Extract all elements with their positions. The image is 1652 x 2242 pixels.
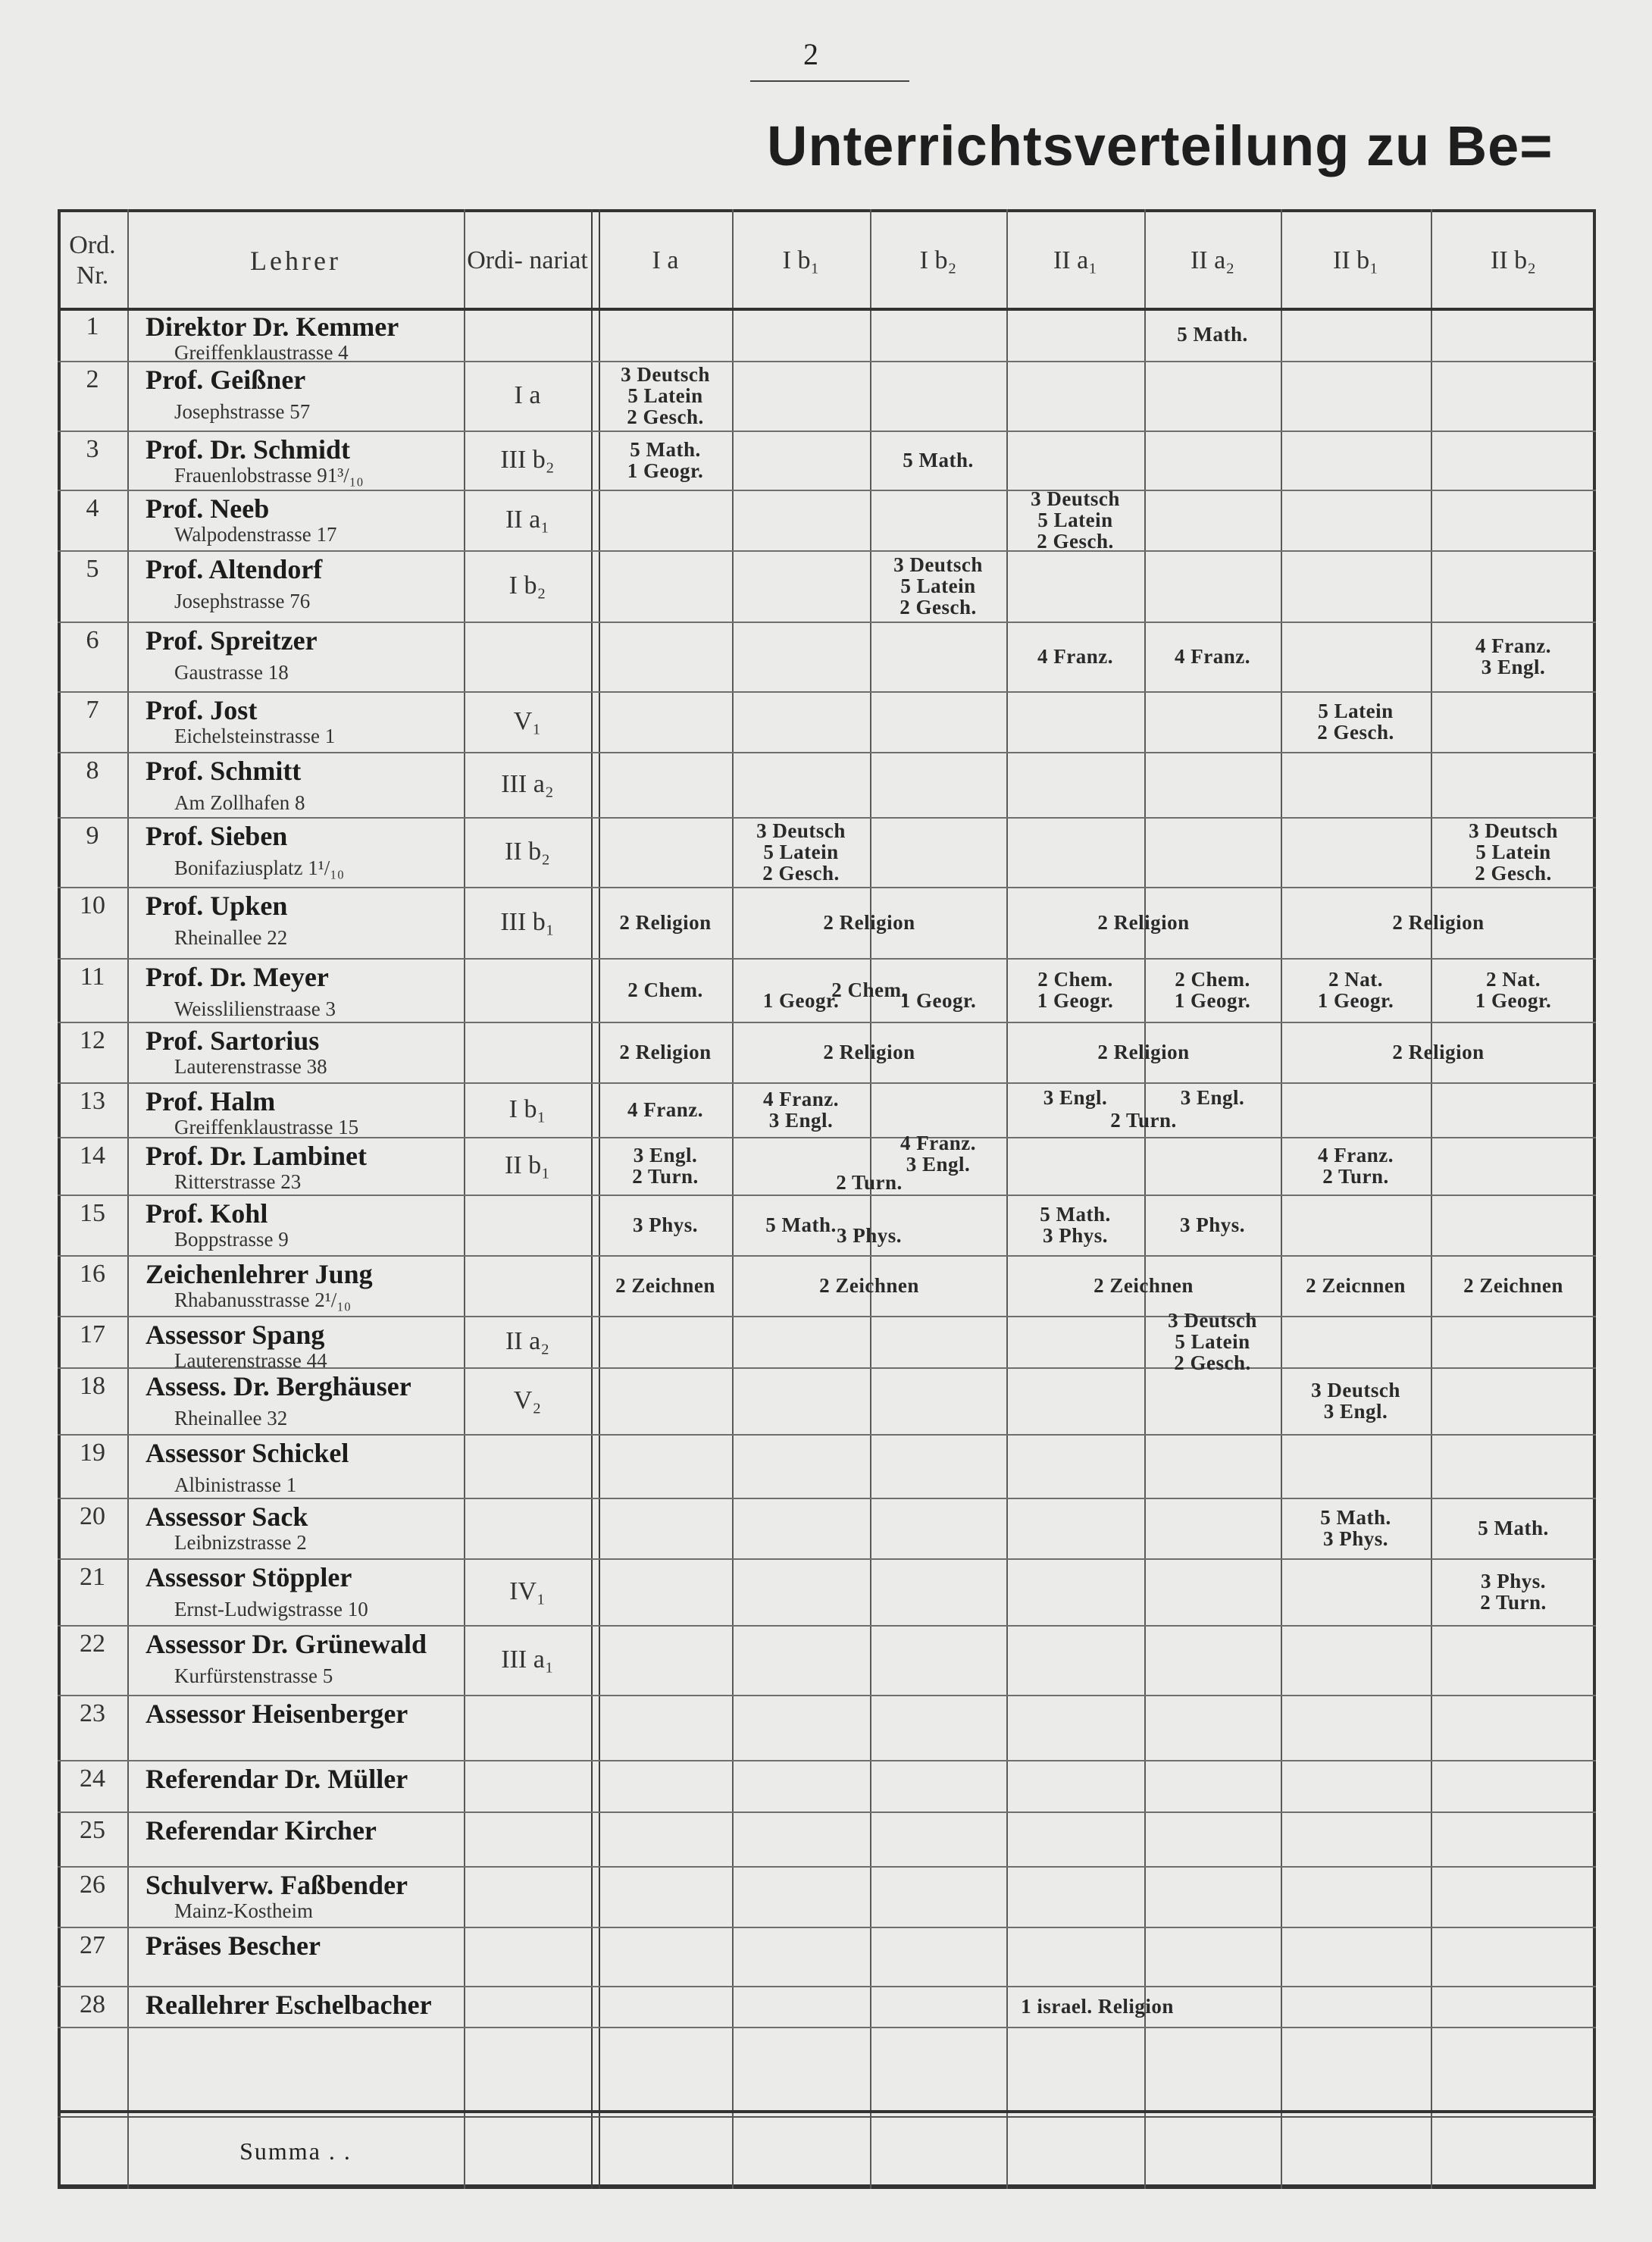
class-assignment <box>1281 1255 1431 1316</box>
teacher-name: Assessor Heisenberger <box>145 1699 408 1729</box>
assignment-line: 3 Phys. <box>1179 1213 1246 1236</box>
row-rule <box>58 1625 1596 1627</box>
row-number: 1 <box>86 312 99 340</box>
class-assignment <box>1144 308 1281 361</box>
header-class-6: II b₁ <box>1333 246 1378 274</box>
class-assignment <box>599 887 732 958</box>
teacher-name: Schulverw. Faßbender <box>145 1870 408 1900</box>
class-assignment <box>1144 622 1281 691</box>
assignment-line: 2 Turn. <box>836 1171 903 1194</box>
class-assignment <box>599 1255 732 1316</box>
assignment-line: 3 Deutsch <box>1168 1309 1257 1332</box>
assignment-line: 3 Engl. <box>633 1144 698 1166</box>
class-assignment <box>599 1986 1596 2027</box>
assignment-line: 4 Franz. <box>1475 634 1551 657</box>
assignment-line: 5 Latein <box>900 575 976 597</box>
class-assignment <box>1281 1022 1596 1082</box>
class-assignment <box>1006 887 1281 958</box>
summa-label: Summa . . <box>239 2137 352 2165</box>
teacher-address: Eichelsteinstrasse 1 <box>174 725 336 747</box>
teacher-name: Prof. Sartorius <box>145 1025 320 1056</box>
ordinariat-value: I a <box>514 381 541 409</box>
row-rule <box>58 1866 1596 1868</box>
teacher-name: Prof. Halm <box>145 1086 276 1116</box>
class-assignment <box>1431 958 1596 1022</box>
assignment-line: 5 Math. <box>1040 1203 1111 1226</box>
row-number: 17 <box>80 1320 105 1348</box>
assignment-line: 2 Chem. <box>627 979 703 1001</box>
teacher-name: Prof. Kohl <box>145 1198 268 1229</box>
assignment-line: 2 Gesch. <box>1317 721 1394 744</box>
class-assignment <box>1281 1498 1431 1558</box>
page-number: 2 <box>803 37 818 71</box>
assignment-line: 5 Latein <box>1318 700 1394 722</box>
class-assignment <box>599 1082 732 1137</box>
assignment-line: 3 Deutsch <box>1311 1379 1400 1401</box>
teacher-address: Am Zollhafen 8 <box>174 791 305 814</box>
distribution-table <box>58 209 1596 2189</box>
teacher-name: Referendar Kircher <box>145 1815 377 1846</box>
teacher-address: Kurfürstenstrasse 5 <box>174 1664 333 1687</box>
assignment-line: 3 Engl. <box>1481 656 1546 678</box>
teacher-address: Rhabanusstrasse 2¹/₁₀ <box>174 1289 352 1311</box>
row-number: 23 <box>80 1699 105 1727</box>
row-number: 8 <box>86 756 99 784</box>
teacher-name: Zeichenlehrer Jung <box>145 1259 373 1289</box>
row-rule <box>58 1558 1596 1560</box>
column-rule <box>127 209 129 2189</box>
row-number: 14 <box>80 1141 105 1170</box>
teacher-name: Prof. Jost <box>145 695 258 725</box>
teacher-name: Assessor Sack <box>145 1501 308 1532</box>
row-number: 13 <box>80 1087 105 1115</box>
row-number: 24 <box>80 1764 105 1793</box>
teacher-name: Prof. Schmitt <box>145 756 302 786</box>
class-assignment <box>732 1213 1006 1255</box>
row-number: 21 <box>80 1563 105 1591</box>
header-ord-nr: Ord. Nr. <box>69 231 116 290</box>
assignment-line: 3 Phys. <box>836 1224 903 1247</box>
assignment-line: 5 Math. <box>765 1213 837 1236</box>
class-assignment <box>732 1022 1006 1082</box>
assignment-line: 2 Zeicnnen <box>1306 1274 1406 1297</box>
header-class-4: II a₁ <box>1053 246 1098 274</box>
teacher-name: Prof. Dr. Schmidt <box>145 434 350 465</box>
assignment-line: 3 Deutsch <box>893 553 983 576</box>
row-number: 10 <box>80 891 105 919</box>
assignment-line: 2 Gesch. <box>900 596 977 618</box>
header-class-7: II b₂ <box>1491 246 1536 274</box>
row-number: 27 <box>80 1931 105 1959</box>
header-class-2: I b₁ <box>782 246 820 274</box>
assignment-line: 2 Nat. <box>1486 968 1541 991</box>
assignment-line: 3 Engl. <box>768 1109 834 1132</box>
assignment-line: 3 Engl. <box>1180 1086 1245 1109</box>
assignment-line: 3 Phys. <box>632 1213 699 1236</box>
ordinariat-value: III a₂ <box>501 770 554 798</box>
header-class-3: I b₂ <box>919 246 957 274</box>
row-rule <box>58 1434 1596 1436</box>
assignment-line: 1 Geogr. <box>1174 989 1251 1012</box>
assignment-line: 3 Phys. <box>1042 1224 1109 1247</box>
assignment-line: 2 Religion <box>823 911 915 934</box>
assignment-line: 3 Deutsch <box>1031 487 1120 510</box>
row-number: 3 <box>86 435 99 463</box>
assignment-line: 2 Religion <box>1097 911 1190 934</box>
assignment-line: 4 Franz. <box>900 1132 976 1154</box>
ordinariat-value: V₁ <box>513 707 542 735</box>
class-assignment <box>1281 1137 1431 1195</box>
assignment-line: 1 Geogr. <box>762 989 840 1012</box>
class-assignment <box>1281 958 1431 1022</box>
assignment-line: 5 Latein <box>1037 509 1113 531</box>
row-number: 12 <box>80 1026 105 1054</box>
ordinariat-value: I b₁ <box>508 1095 546 1123</box>
class-assignment <box>1281 1367 1431 1434</box>
class-assignment <box>1006 1104 1281 1137</box>
row-rule <box>58 490 1596 491</box>
assignment-line: 5 Latein <box>1475 841 1551 863</box>
teacher-address: Josephstrasse 76 <box>174 590 311 612</box>
row-rule <box>58 431 1596 432</box>
row-rule <box>58 752 1596 753</box>
teacher-address: Greiffenklaustrasse 15 <box>174 1116 359 1138</box>
ordinariat-value: V₂ <box>513 1386 542 1414</box>
assignment-line: 5 Latein <box>763 841 839 863</box>
teacher-name: Prof. Geißner <box>145 365 306 395</box>
assignment-line: 2 Chem. <box>1037 968 1113 991</box>
row-number: 9 <box>86 822 99 850</box>
assignment-line: 2 Religion <box>1392 911 1485 934</box>
teacher-name: Prof. Sieben <box>145 821 288 851</box>
row-rule <box>58 1316 1596 1317</box>
teacher-address: Weisslilienstraase 3 <box>174 997 336 1020</box>
assignment-line: 5 Math. <box>1478 1517 1549 1539</box>
class-assignment <box>599 1195 732 1255</box>
assignment-line: 2 Gesch. <box>1475 862 1552 885</box>
assignment-line: 1 Geogr. <box>900 989 977 1012</box>
header-lehrer: Lehrer <box>250 246 341 276</box>
teacher-name: Assessor Stöppler <box>145 1562 352 1592</box>
teacher-name: Referendar Dr. Müller <box>145 1764 408 1794</box>
assignment-line: 1 Geogr. <box>627 459 704 482</box>
class-assignment <box>1006 1195 1144 1255</box>
class-assignment <box>599 1022 732 1082</box>
assignment-line: 2 Religion <box>619 1041 712 1063</box>
row-rule <box>58 550 1596 552</box>
teacher-address: Ritterstrasse 23 <box>174 1170 302 1193</box>
assignment-line: 2 Zeichnen <box>615 1274 715 1297</box>
ordinariat-value: I b₂ <box>508 571 546 600</box>
ordinariat-value: II a₁ <box>505 506 550 534</box>
assignment-line: 2 Nat. <box>1328 968 1383 991</box>
teacher-address: Frauenlobstrasse 91³/₁₀ <box>174 464 364 487</box>
assignment-line: 2 Gesch. <box>1037 530 1114 553</box>
row-number: 7 <box>86 696 99 724</box>
class-assignment <box>1006 1022 1281 1082</box>
assignment-line: 3 Phys. <box>1480 1570 1547 1592</box>
assignment-line: 5 Math. <box>1177 323 1248 346</box>
assignment-line: 5 Latein <box>1175 1330 1250 1353</box>
row-rule <box>58 622 1596 623</box>
assignment-line: 2 Zeichnen <box>819 1274 919 1297</box>
header-class-5: II a₂ <box>1190 246 1235 274</box>
class-assignment <box>1431 817 1596 887</box>
assignment-line: 2 Gesch. <box>627 406 704 428</box>
summa-rule <box>58 2110 1596 2113</box>
class-assignment <box>1281 691 1431 752</box>
assignment-line: 5 Math. <box>903 449 974 471</box>
assignment-line: 2 Turn. <box>1480 1591 1547 1614</box>
class-assignment <box>870 431 1006 490</box>
assignment-line: 2 Zeichnen <box>1094 1274 1194 1297</box>
assignment-line: 3 Phys. <box>1322 1527 1389 1550</box>
class-assignment <box>1431 1255 1596 1316</box>
header-ordinariat: Ordi- nariat <box>467 246 588 274</box>
class-assignment <box>1431 622 1596 691</box>
teacher-address: Bonifaziusplatz 1¹/₁₀ <box>174 856 345 879</box>
ordinariat-value: III a₁ <box>501 1645 554 1674</box>
page-number-rule <box>750 80 909 82</box>
assignment-line: 5 Math. <box>630 438 701 461</box>
class-assignment <box>599 431 732 490</box>
class-assignment <box>1144 958 1281 1022</box>
assignment-line: 2 Religion <box>619 911 712 934</box>
header-class-1: I a <box>652 246 679 274</box>
assignment-line: 3 Engl. <box>1323 1400 1388 1423</box>
teacher-address: Mainz-Kostheim <box>174 1899 313 1922</box>
row-number: 5 <box>86 555 99 583</box>
teacher-address: Lauterenstrasse 38 <box>174 1055 327 1078</box>
class-assignment <box>1006 487 1144 553</box>
assignment-line: 1 Geogr. <box>1475 989 1552 1012</box>
assignment-line: 3 Deutsch <box>621 363 710 386</box>
assignment-line: 2 Chem. <box>831 979 907 1001</box>
row-number: 15 <box>80 1199 105 1227</box>
ordinariat-value: III b₂ <box>500 446 555 474</box>
assignment-line: 3 Engl. <box>1043 1086 1108 1109</box>
teacher-address: Gaustrasse 18 <box>174 661 289 684</box>
assignment-line: 4 Franz. <box>1318 1144 1394 1166</box>
column-rule <box>870 209 871 2189</box>
row-rule <box>58 1760 1596 1761</box>
ordinariat-value: IV₁ <box>509 1577 546 1605</box>
row-number: 22 <box>80 1630 105 1658</box>
class-assignment <box>1144 1195 1281 1255</box>
teacher-name: Prof. Altendorf <box>145 554 323 584</box>
teacher-name: Prof. Upken <box>145 891 288 921</box>
teacher-address: Josephstrasse 57 <box>174 400 311 423</box>
row-rule <box>58 1695 1596 1696</box>
teacher-address: Walpodenstrasse 17 <box>174 523 337 546</box>
teacher-address: Albinistrasse 1 <box>174 1473 297 1496</box>
teacher-address: Greiffenklaustrasse 4 <box>174 341 349 364</box>
ordinariat-value: III b₁ <box>500 908 555 936</box>
teacher-name: Reallehrer Eschelbacher <box>145 1990 432 2020</box>
row-number: 2 <box>86 365 99 393</box>
class-assignment <box>870 550 1006 622</box>
row-number: 20 <box>80 1502 105 1530</box>
teacher-name: Prof. Neeb <box>145 493 270 524</box>
assignment-line: 1 israel. Religion <box>1021 1995 1174 2018</box>
row-number: 25 <box>80 1816 105 1844</box>
row-rule <box>58 1811 1596 1813</box>
assignment-line: 3 Deutsch <box>756 819 846 842</box>
column-rule <box>591 209 593 2189</box>
assignment-line: 5 Latein <box>627 384 703 407</box>
teacher-name: Prof. Spreitzer <box>145 625 318 656</box>
assignment-line: 5 Math. <box>1320 1506 1391 1529</box>
teacher-address: Ernst-Ludwigstrasse 10 <box>174 1598 368 1620</box>
row-rule <box>58 1927 1596 1928</box>
assignment-line: 2 Turn. <box>632 1165 699 1188</box>
page-title: Unterrichtsverteilung zu Be= <box>767 114 1553 177</box>
assignment-line: 2 Turn. <box>1110 1109 1177 1132</box>
assignment-line: 2 Zeichnen <box>1463 1274 1563 1297</box>
teacher-name: Assess. Dr. Berghäuser <box>145 1371 411 1401</box>
class-assignment <box>732 979 870 1022</box>
assignment-line: 1 Geogr. <box>1317 989 1394 1012</box>
assignment-line: 3 Deutsch <box>1469 819 1558 842</box>
row-number: 28 <box>80 1990 105 2018</box>
class-assignment <box>870 1132 1006 1176</box>
assignment-line: 2 Religion <box>1097 1041 1190 1063</box>
assignment-line: 2 Religion <box>823 1041 915 1063</box>
assignment-line: 2 Gesch. <box>1174 1351 1251 1374</box>
class-assignment <box>599 958 732 1022</box>
teacher-address: Lauterenstrasse 44 <box>174 1349 327 1372</box>
assignment-line: 2 Turn. <box>1322 1165 1389 1188</box>
class-assignment <box>870 979 1006 1022</box>
class-assignment <box>599 361 732 431</box>
teacher-name: Assessor Spang <box>145 1320 325 1350</box>
class-assignment <box>1144 1309 1281 1374</box>
class-assignment <box>1006 1255 1281 1316</box>
assignment-line: 4 Franz. <box>627 1098 703 1121</box>
class-assignment <box>1431 1558 1596 1625</box>
row-number: 4 <box>86 494 99 522</box>
ordinariat-value: II b₂ <box>505 838 550 866</box>
row-number: 26 <box>80 1871 105 1899</box>
teacher-address: Leibnizstrasse 2 <box>174 1531 307 1554</box>
class-assignment <box>1281 887 1596 958</box>
class-assignment <box>732 817 870 887</box>
row-number: 18 <box>80 1372 105 1400</box>
class-assignment <box>1431 1498 1596 1558</box>
assignment-line: 2 Religion <box>1392 1041 1485 1063</box>
class-assignment <box>1006 622 1144 691</box>
class-assignment <box>732 1255 1006 1316</box>
assignment-line: 4 Franz. <box>1037 645 1113 668</box>
ordinariat-value: II a₂ <box>505 1327 550 1355</box>
assignment-line: 3 Engl. <box>906 1153 971 1176</box>
class-assignment <box>1006 958 1144 1022</box>
class-assignment <box>732 1082 870 1137</box>
class-assignment <box>732 1170 1006 1195</box>
row-number: 19 <box>80 1439 105 1467</box>
class-assignment <box>732 887 1006 958</box>
assignment-line: 1 Geogr. <box>1037 989 1114 1012</box>
assignment-line: 2 Gesch. <box>762 862 840 885</box>
teacher-name: Prof. Dr. Meyer <box>145 962 329 992</box>
row-number: 6 <box>86 626 99 654</box>
assignment-line: 4 Franz. <box>763 1088 839 1110</box>
row-number: 16 <box>80 1260 105 1288</box>
teacher-address: Rheinallee 22 <box>174 926 288 949</box>
column-rule <box>1281 209 1282 2189</box>
class-assignment <box>599 1137 732 1195</box>
teacher-name: Direktor Dr. Kemmer <box>145 312 399 342</box>
column-rule <box>1431 209 1432 2189</box>
assignment-line: 2 Chem. <box>1175 968 1250 991</box>
teacher-address: Boppstrasse 9 <box>174 1228 289 1251</box>
teacher-address: Rheinallee 32 <box>174 1407 288 1429</box>
teacher-name: Präses Bescher <box>145 1930 321 1961</box>
teacher-name: Assessor Schickel <box>145 1438 349 1468</box>
row-rule <box>58 2027 1596 2028</box>
row-number: 11 <box>80 963 105 991</box>
ordinariat-value: II b₁ <box>505 1151 550 1179</box>
teacher-name: Prof. Dr. Lambinet <box>145 1141 367 1171</box>
assignment-line: 4 Franz. <box>1175 645 1250 668</box>
teacher-name: Assessor Dr. Grünewald <box>145 1629 427 1659</box>
